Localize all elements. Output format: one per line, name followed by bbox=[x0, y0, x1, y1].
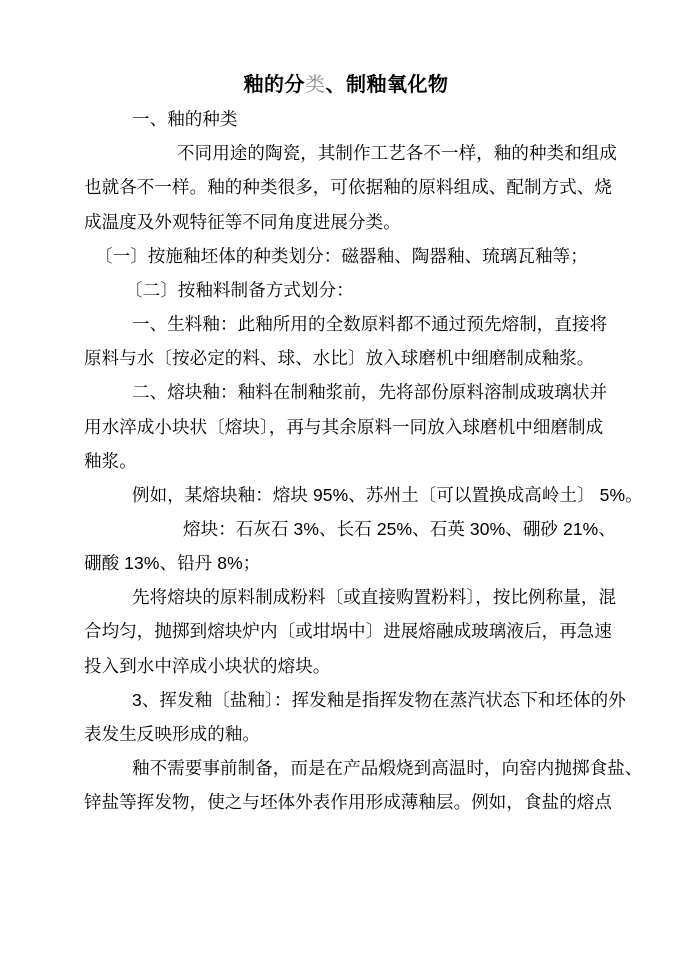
text-line: 合均匀，抛掷到熔块炉内〔或坩埚中〕进展熔融成玻璃液后，再急速 bbox=[84, 621, 612, 641]
text-line: 一、生料釉：此釉所用的全数原料都不通过预先熔制，直接将 bbox=[132, 314, 608, 334]
text-line: 表发生反映形成的釉。 bbox=[84, 724, 260, 744]
text-line: 釉浆。 bbox=[84, 451, 137, 471]
text-line: 〔一〕按施釉坯体的种类划分：磁器釉、陶器釉、琉璃瓦釉等； bbox=[95, 246, 588, 266]
text-line: 用水淬成小块状〔熔块〕，再与其余原料一同放入球磨机中细磨制成 bbox=[84, 417, 604, 437]
text-line: 先将熔块的原料制成粉料〔或直接购置粉料〕，按比例称量，混 bbox=[132, 587, 617, 607]
text-line: 熔块：石灰石 3%、长石 25%、石英 30%、硼砂 21%、 bbox=[183, 519, 616, 539]
text-line: 锌盐等挥发物，使之与坯体外表作用形成薄釉层。例如，食盐的熔点 bbox=[84, 792, 612, 812]
text-line: 也就各不一样。釉的种类很多，可依据釉的原料组成、配制方式、烧 bbox=[84, 177, 612, 197]
text-line: 原料与水〔按必定的料、球、水比〕放入球磨机中细磨制成釉浆。 bbox=[84, 348, 595, 368]
text-line: 例如，某熔块釉：熔块 95%、苏州土〔可以置换成高岭土〕 5%。 bbox=[132, 485, 643, 505]
title-segment-gray: 类 bbox=[305, 74, 326, 96]
text-line: 硼酸 13%、铅丹 8%； bbox=[84, 553, 261, 573]
document-title bbox=[0, 73, 692, 97]
text-line: 成温度及外观特征等不同角度进展分类。 bbox=[84, 212, 401, 232]
text-line: 不同用途的陶瓷，其制作工艺各不一样，釉的种类和组成 bbox=[177, 143, 617, 163]
text-line: 二、熔块釉：釉料在制釉浆前，先将部份原料溶制成玻璃状并 bbox=[132, 382, 608, 402]
title-segment-2: 、制釉氧化物 bbox=[325, 74, 449, 96]
title-segment-1: 釉的分 bbox=[243, 74, 305, 96]
text-line: 釉不需要事前制备，而是在产品煅烧到高温时，向窑内抛掷食盐、 bbox=[132, 758, 643, 778]
heading-line: 一、釉的种类 bbox=[132, 109, 238, 129]
text-line: 〔二〕按釉料制备方式划分： bbox=[125, 280, 354, 300]
text-line: 3、挥发釉〔盐釉〕：挥发釉是指挥发物在蒸汽状态下和坯体的外 bbox=[132, 690, 626, 710]
text-line: 投入到水中淬成小块状的熔块。 bbox=[84, 656, 331, 676]
